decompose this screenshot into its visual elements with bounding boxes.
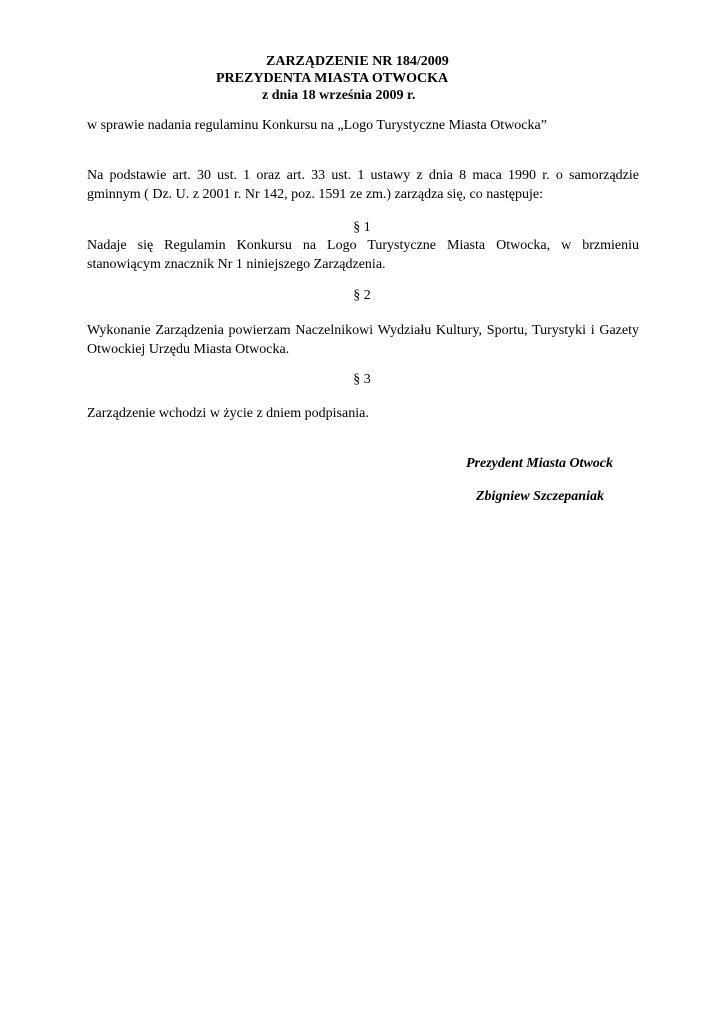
section-1-label: § 1: [353, 220, 371, 235]
section-3-label: § 3: [353, 372, 371, 387]
signatory-name: Zbigniew Szczepaniak: [476, 489, 604, 504]
ordinance-date: z dnia 18 września 2009 r.: [262, 88, 416, 103]
section-2-label: § 2: [353, 288, 371, 303]
signatory-title: Prezydent Miasta Otwock: [466, 456, 613, 471]
legal-basis-paragraph: Na podstawie art. 30 ust. 1 oraz art. 33 ust. 1 ustawy z dnia 8 maca 1990 r. o samorządzie gminnym ( Dz. U. z 2001 r. Nr 142, poz. 1591 ze zm.) zarządza się, co następuje:: [87, 168, 639, 202]
section-1-text: Nadaje się Regulamin Konkursu na Logo Turystyczne Miasta Otwocka, w brzmieniu stanowiącym znacznik Nr 1 niniejszego Zarządzenia.: [87, 238, 639, 272]
ordinance-subject: w sprawie nadania regulaminu Konkursu na „Logo Turystyczne Miasta Otwocka”: [87, 118, 547, 133]
section-3-text: Zarządzenie wchodzi w życie z dniem podpisania.: [87, 406, 369, 421]
ordinance-number: ZARZĄDZENIE NR 184/2009: [266, 54, 449, 69]
issuing-authority: PREZYDENTA MIASTA OTWOCKA: [216, 71, 449, 86]
section-2-text: Wykonanie Zarządzenia powierzam Naczelnikowi Wydziału Kultury, Sportu, Turystyki i Gazety Otwockiej Urzędu Miasta Otwocka.: [87, 323, 639, 357]
